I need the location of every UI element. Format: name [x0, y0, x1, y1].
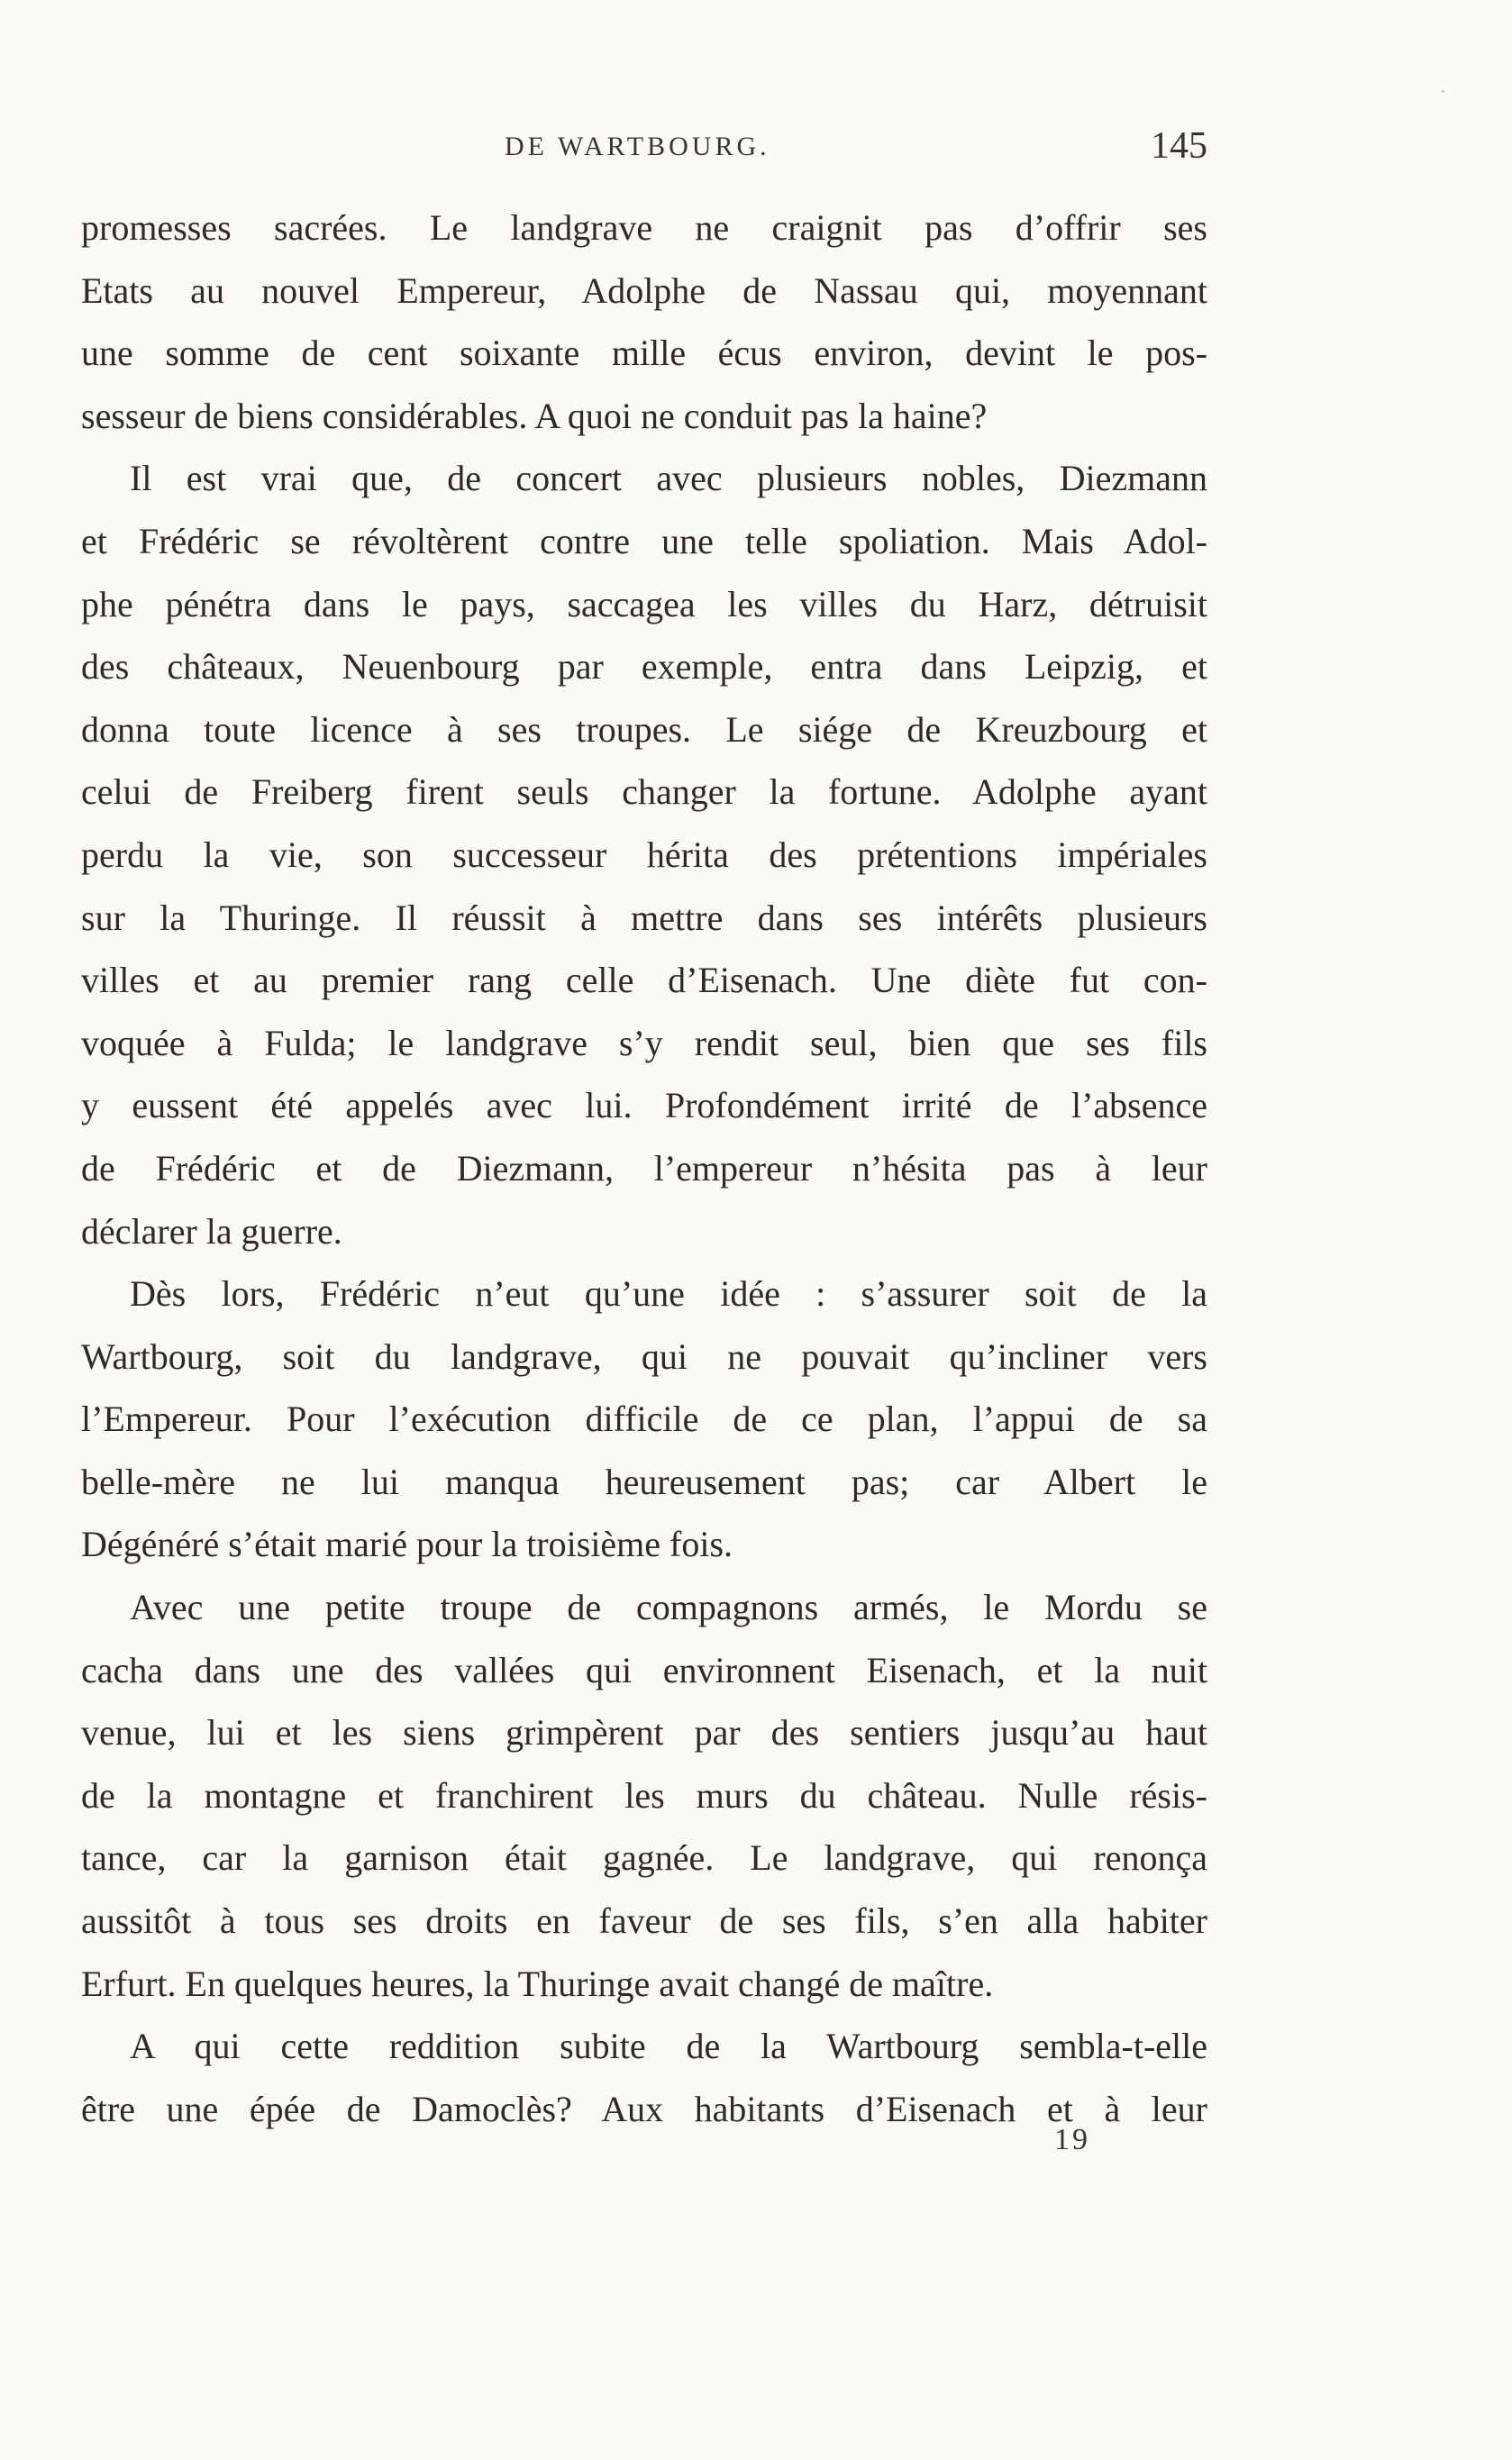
text-line: villes et au premier rang celle d’Eisenach. Une diète fut con- [81, 960, 1207, 1001]
text-line: et Frédéric se révoltèrent contre une telle spoliation. Mais Adol- [81, 520, 1207, 561]
text-line: sesseur de biens considérables. A quoi ne conduit pas la haine? [81, 395, 988, 436]
text-line: de la montagne et franchirent les murs du château. Nulle résis- [81, 1774, 1207, 1816]
body-text [81, 196, 1207, 2140]
text-line: être une épée de Damoclès? Aux habitants d’Eisenach et à leur [81, 2088, 1207, 2129]
text-line: Dégénéré s’était marié pour la troisième fois. [81, 1524, 733, 1565]
text-line: Dès lors, Frédéric n’eut qu’une idée : s’assurer soit de la [130, 1273, 1207, 1315]
text-line: phe pénétra dans le pays, saccagea les villes du Harz, détruisit [81, 583, 1207, 624]
text-line: voquée à Fulda; le landgrave s’y rendit seul, bien que ses fils [81, 1022, 1207, 1063]
text-line: sur la Thuringe. Il réussit à mettre dans ses intérêts plusieurs [81, 897, 1207, 938]
text-line: Avec une petite troupe de compagnons armés, le Mordu se [130, 1587, 1207, 1628]
text-line: une somme de cent soixante mille écus environ, devint le pos- [81, 333, 1207, 374]
text-line: Wartbourg, soit du landgrave, qui ne pouvait qu’incliner vers [81, 1335, 1207, 1377]
text-line: A qui cette reddition subite de la Wartbourg sembla-t-elle [130, 2026, 1207, 2067]
text-line: promesses sacrées. Le landgrave ne craignit pas d’offrir ses [81, 207, 1207, 248]
text-line: de Frédéric et de Diezmann, l’empereur n’hésita pas à leur [81, 1147, 1207, 1189]
text-line: Etats au nouvel Empereur, Adolphe de Nassau qui, moyennant [81, 269, 1207, 311]
text-line: y eussent été appelés avec lui. Profondément irrité de l’absence [81, 1085, 1207, 1126]
text-line: perdu la vie, son successeur hérita des prétentions impériales [81, 834, 1207, 875]
running-title: DE WARTBOURG. [505, 132, 770, 161]
text-line: déclarer la guerre. [81, 1210, 342, 1252]
paper-speck [1442, 90, 1444, 93]
text-line: celui de Freiberg firent seuls changer la fortune. Adolphe ayant [81, 771, 1207, 813]
running-head [81, 124, 1207, 178]
text-line: cacha dans une des vallées qui environnent Eisenach, et la nuit [81, 1649, 1207, 1690]
signature-mark: 19 [1054, 2123, 1090, 2156]
text-line: venue, lui et les siens grimpèrent par des sentiers jusqu’au haut [81, 1712, 1207, 1754]
text-line: Erfurt. En quelques heures, la Thuringe avait changé de maître. [81, 1963, 994, 2004]
text-line: l’Empereur. Pour l’exécution difficile de ce plan, l’appui de sa [81, 1399, 1207, 1440]
page-number: 145 [1151, 125, 1207, 167]
text-line: aussitôt à tous ses droits en faveur de ses fils, s’en alla habiter [81, 1900, 1207, 1942]
text-line: belle-mère ne lui manqua heureusement pas; car Albert le [81, 1461, 1207, 1502]
text-line: des châteaux, Neuenbourg par exemple, entra dans Leipzig, et [81, 646, 1207, 688]
text-line: tance, car la garnison était gagnée. Le landgrave, qui renonça [81, 1837, 1207, 1879]
text-line: Il est vrai que, de concert avec plusieurs nobles, Diezmann [130, 458, 1207, 499]
text-line: donna toute licence à ses troupes. Le siége de Kreuzbourg et [81, 708, 1207, 750]
